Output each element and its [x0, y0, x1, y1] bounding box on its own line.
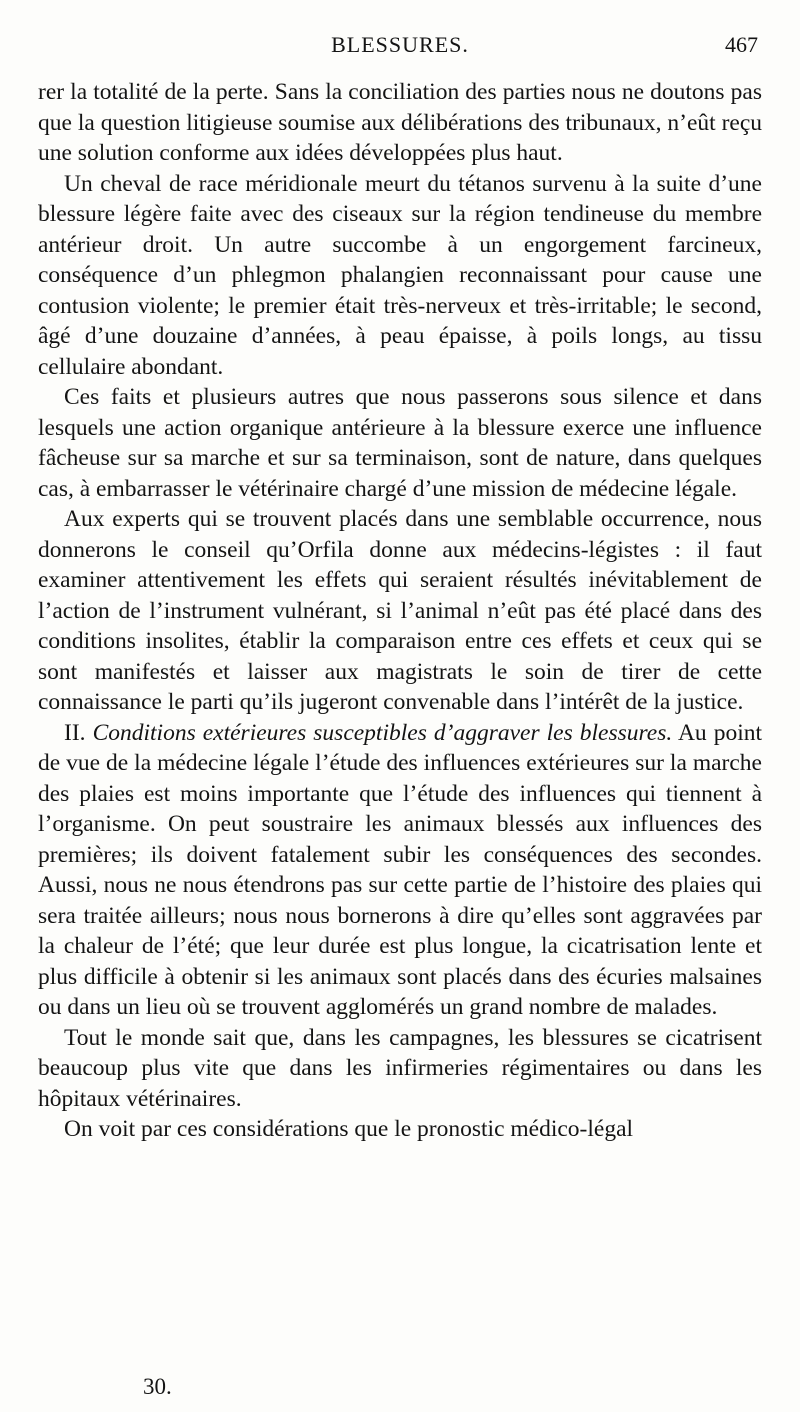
signature-mark: 30. — [143, 1374, 172, 1399]
body-text — [38, 77, 762, 1145]
paragraph-conclusion-start: On voit par ces considérations que le pronostic médico-légal — [64, 1116, 634, 1142]
running-head-title: BLESSURES. — [331, 32, 469, 57]
paragraph-section-two — [38, 718, 762, 1023]
section-two-text: Au point de vue de la médecine légale l’étude des influences extérieures sur la marche des plaies est moins importante que l’étude des influences qui tiennent à l’organisme. On peut soustraire les animaux blessés aux influences des premières; ils doivent fatalement subir les conséquences des secondes. Aussi, nous ne nous étendrons pas sur cette partie de l’histoire des plaies qui sera traitée ailleurs; nous nous bornerons à dire qu’elles sont aggravées par la chaleur de l’été; que leur durée est plus longue, la cicatrisation lente et plus difficile à obtenir si les animaux sont placés dans des écuries malsaines ou dans un lieu où se trouvent agglomérés un grand nombre de malades. — [38, 719, 763, 1020]
section-number: II. — [64, 719, 86, 746]
paragraph-organic-action: Ces faits et plusieurs autres que nous passerons sous silence et dans lesquels une action organique antérieure à la blessure exerce une influence fâcheuse sur sa marche et sur sa terminaison, sont de nature, dans quelques cas, à embarrasser le vétérinaire chargé d’une mission de médecine légale. — [38, 384, 762, 502]
section-title: Conditions extérieures susceptibles d’aggraver les blessures. — [92, 719, 673, 746]
page-number: 467 — [725, 32, 758, 57]
paragraph-experts-advice: Aux experts qui se trouvent placés dans une semblable occurrence, nous donnerons le conseil qu’Orfila donne aux médecins-légistes : il faut examiner attentivement les effets qui seraient résultés inévitablement de l’action de l’instrument vulnérant, si l’animal n’eût pas été placé dans des conditions insolites, établir la comparaison entre ces effets et ceux qui se sont manifestés et laisser aux magistrats le soin de tirer de cette connaissance le parti qu’ils jugeront convenable dans l’intérêt de la justice. — [38, 506, 762, 715]
paragraph-horse-cases: Un cheval de race méridionale meurt du tétanos survenu à la suite d’une blessure légère faite avec des ciseaux sur la région tendineuse du membre antérieur droit. Un autre succombe à un engorgement farcineux, conséquence d’un phlegmon phalangien reconnaissant pour cause une contusion violente; le premier était très-nerveux et très-irritable; le second, âgé d’une douzaine d’années, à peau épaisse, à poils longs, au tissu cellulaire abondant. — [38, 170, 762, 380]
running-head — [0, 32, 800, 62]
paragraph-continuation: rer la totalité de la perte. Sans la conciliation des parties nous ne doutons pas que la question litigieuse soumise aux délibérations des tribunaux, n’eût reçu une solution conforme aux idées développées plus haut. — [38, 79, 762, 166]
paragraph-campaigns: Tout le monde sait que, dans les campagnes, les blessures se cicatrisent beaucoup plus vite que dans les infirmeries régimentaires ou dans les hôpitaux vétérinaires. — [38, 1024, 762, 1112]
